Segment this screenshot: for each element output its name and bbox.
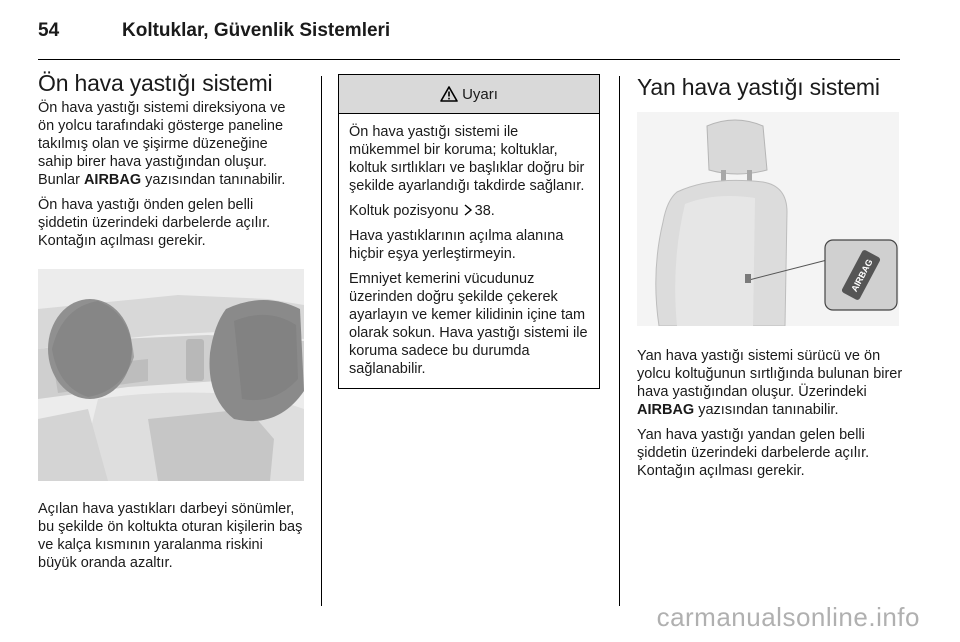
side-airbag-illustration xyxy=(637,112,899,326)
front-airbag-paragraph-3: Açılan hava yastıkları darbeyi sönümler, bu şekilde ön koltukta oturan kişilerin baş ve kalça kısmının yaralanma riskini büyük oranda azaltır. xyxy=(38,501,303,572)
column-divider-left xyxy=(321,76,322,606)
warning-box-column xyxy=(338,74,600,389)
page-number: 54 xyxy=(38,20,60,41)
watermark: carmanualsonline.info xyxy=(656,602,920,632)
page-header xyxy=(38,12,918,48)
front-airbag-section xyxy=(38,70,304,580)
page-reference-arrow-icon xyxy=(463,204,473,216)
front-airbag-paragraph-1: Ön hava yastığı sistemi direksiyona ve ön yolcu tarafındaki gösterge paneline takılmış olan ve şişirme düzeneğine sahip birer hava yastığından oluşur. Bunlar AIRBAG yazısından tanınabilir. xyxy=(38,100,286,189)
warning-body xyxy=(339,114,599,388)
warning-paragraph-3: Hava yastıklarının açılma alanına hiçbir eşya yerleştirmeyin. xyxy=(349,227,564,262)
side-airbag-paragraph-2: Yan hava yastığı yandan gelen belli şiddetin üzerindeki darbelerde açılır. Kontağın açılması gerekir. xyxy=(637,427,870,480)
seat-position-page-link[interactable]: 38. xyxy=(474,202,495,219)
side-airbag-section xyxy=(637,74,903,488)
front-airbag-paragraph-2: Ön hava yastığı önden gelen belli şiddetin üzerindeki darbelerde açılır. Kontağın açılması gerekir. xyxy=(38,197,271,250)
header-divider xyxy=(38,59,900,60)
front-airbag-drawing xyxy=(38,269,304,481)
chapter-title: Koltuklar, Güvenlik Sistemleri xyxy=(122,20,391,41)
side-airbag-heading: Yan hava yastığı sistemi xyxy=(637,74,880,100)
warning-title: Uyarı xyxy=(462,85,498,103)
warning-box xyxy=(338,74,600,389)
side-airbag-drawing xyxy=(637,112,899,326)
column-divider-right xyxy=(619,76,620,606)
warning-paragraph-2: Koltuk pozisyonu 38. xyxy=(349,202,495,219)
warning-paragraph-4: Emniyet kemerini vücudunuz üzerinden doğru şekilde çekerek ayarlayın ve kemer kilidinin içine tam olarak sokun. Hava yastığı sistemi ile koruma sadece bu durumda sağlanabilir. xyxy=(349,270,588,377)
airbag-seat-label: AIRBAG xyxy=(849,257,875,294)
warning-header xyxy=(339,75,599,114)
warning-paragraph-1: Ön hava yastığı sistemi ile mükemmel bir koruma; koltuklar, koltuk sırtlıkları ve başlıklar doğru bir şekilde ayarlandığı takdirde sağlanır. xyxy=(349,124,585,194)
front-airbag-heading: Ön hava yastığı sistemi xyxy=(38,70,273,96)
front-airbag-illustration xyxy=(38,269,304,481)
warning-triangle-icon xyxy=(440,86,458,102)
side-airbag-paragraph-1: Yan hava yastığı sistemi sürücü ve ön yolcu koltuğunun sırtlığında bulunan birer hava yastığından oluşur. Üzerindeki AIRBAG yazısından tanınabilir. xyxy=(637,348,903,419)
